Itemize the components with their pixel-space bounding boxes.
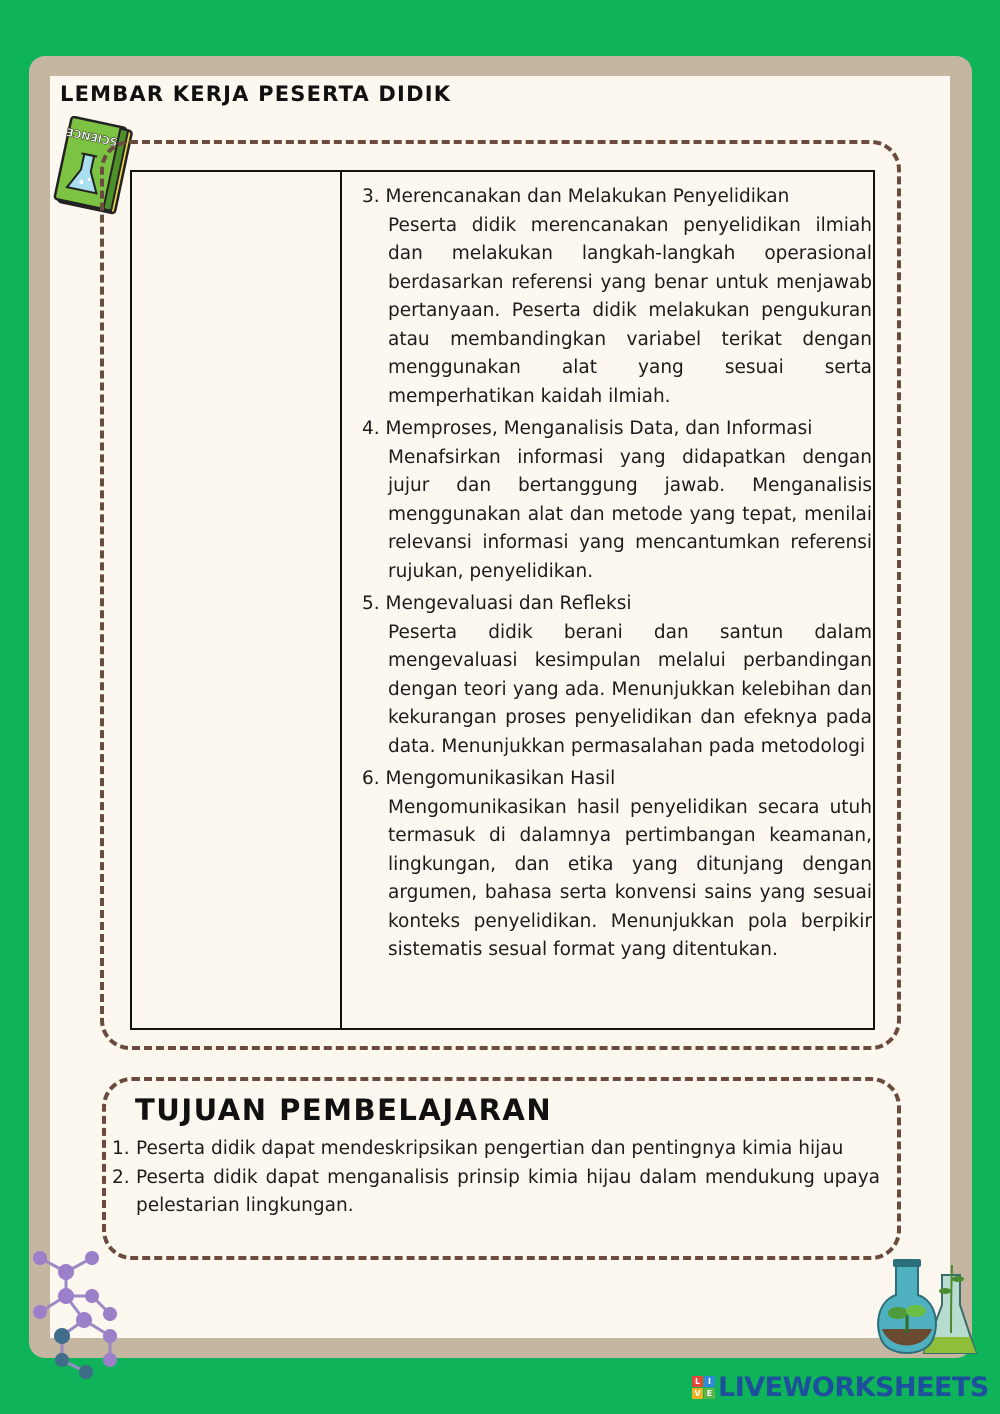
objective-text: Peserta didik dapat mendeskripsikan pengertian dan pentingnya kimia hijau	[136, 1138, 844, 1159]
process-step	[362, 183, 872, 411]
objective-text: Peserta didik dapat menganalisis prinsip kimia hijau dalam mendukung upaya pelestarian lingkungan.	[136, 1166, 880, 1216]
process-step	[362, 590, 872, 761]
worksheet-title: LEMBAR KERJA PESERTA DIDIK	[60, 82, 452, 106]
book-label: SCIENCE	[64, 124, 119, 149]
brand-name: LIVEWORKSHEETS	[718, 1372, 989, 1403]
step-description: Menafsirkan informasi yang didapatkan dengan jujur dan bertanggung jawab. Menganalisis menggunakan alat dan metode yang tepat, menilai relevansi informasi yang mencantumkan referensi rujukan, penyelidikan.	[388, 446, 872, 582]
flask-plant-icon	[872, 1255, 982, 1369]
step-title: 4. Memproses, Menganalisis Data, dan Informasi	[362, 418, 813, 439]
process-step	[362, 765, 872, 965]
table-divider	[340, 172, 342, 1028]
objective-item	[112, 1135, 880, 1164]
objective-item	[112, 1164, 880, 1221]
learning-objectives-title: TUJUAN PEMBELAJARAN	[135, 1093, 553, 1127]
competency-table	[130, 170, 875, 1030]
step-title: 3. Merencanakan dan Melakukan Penyelidikan	[362, 186, 790, 207]
objective-number: 1.	[112, 1138, 130, 1159]
objective-number: 2.	[112, 1166, 130, 1188]
brand-logo-icon: L I V E	[692, 1376, 715, 1399]
process-steps-list	[362, 183, 872, 969]
step-description: Mengomunikasikan hasil penyelidikan secara utuh termasuk di dalamnya pertimbangan keamanan, lingkungan, dan etika yang ditunjang dengan argumen, bahasa serta konvensi sains yang sesuai konteks penyelidikan. Menunjukkan pola berpikir sistematis sesual format yang ditentukan.	[388, 796, 872, 960]
learning-objectives-list	[112, 1135, 880, 1221]
molecule-icon	[26, 1250, 126, 1384]
step-title: 6. Mengomunikasikan Hasil	[362, 768, 616, 789]
step-title: 5. Mengevaluasi dan Refleksi	[362, 593, 632, 614]
process-step	[362, 415, 872, 586]
step-description: Peserta didik merencanakan penyelidikan ilmiah dan melakukan langkah-langkah operasional berdasarkan referensi yang benar untuk menjawab pertanyaan. Peserta didik melakukan pengukuran atau membandingkan variabel terikat dengan menggunakan alat yang sesuai serta memperhatikan kaidah ilmiah.	[388, 214, 872, 407]
liveworksheets-brand[interactable]	[692, 1372, 989, 1403]
step-description: Peserta didik berani dan santun dalam mengevaluasi kesimpulan melalui perbandingan dengan teori yang ada. Menunjukkan kelebihan dan kekurangan proses penyelidikan dan efeknya pada data. Menunjukkan permasalahan pada metodologi	[388, 621, 872, 757]
